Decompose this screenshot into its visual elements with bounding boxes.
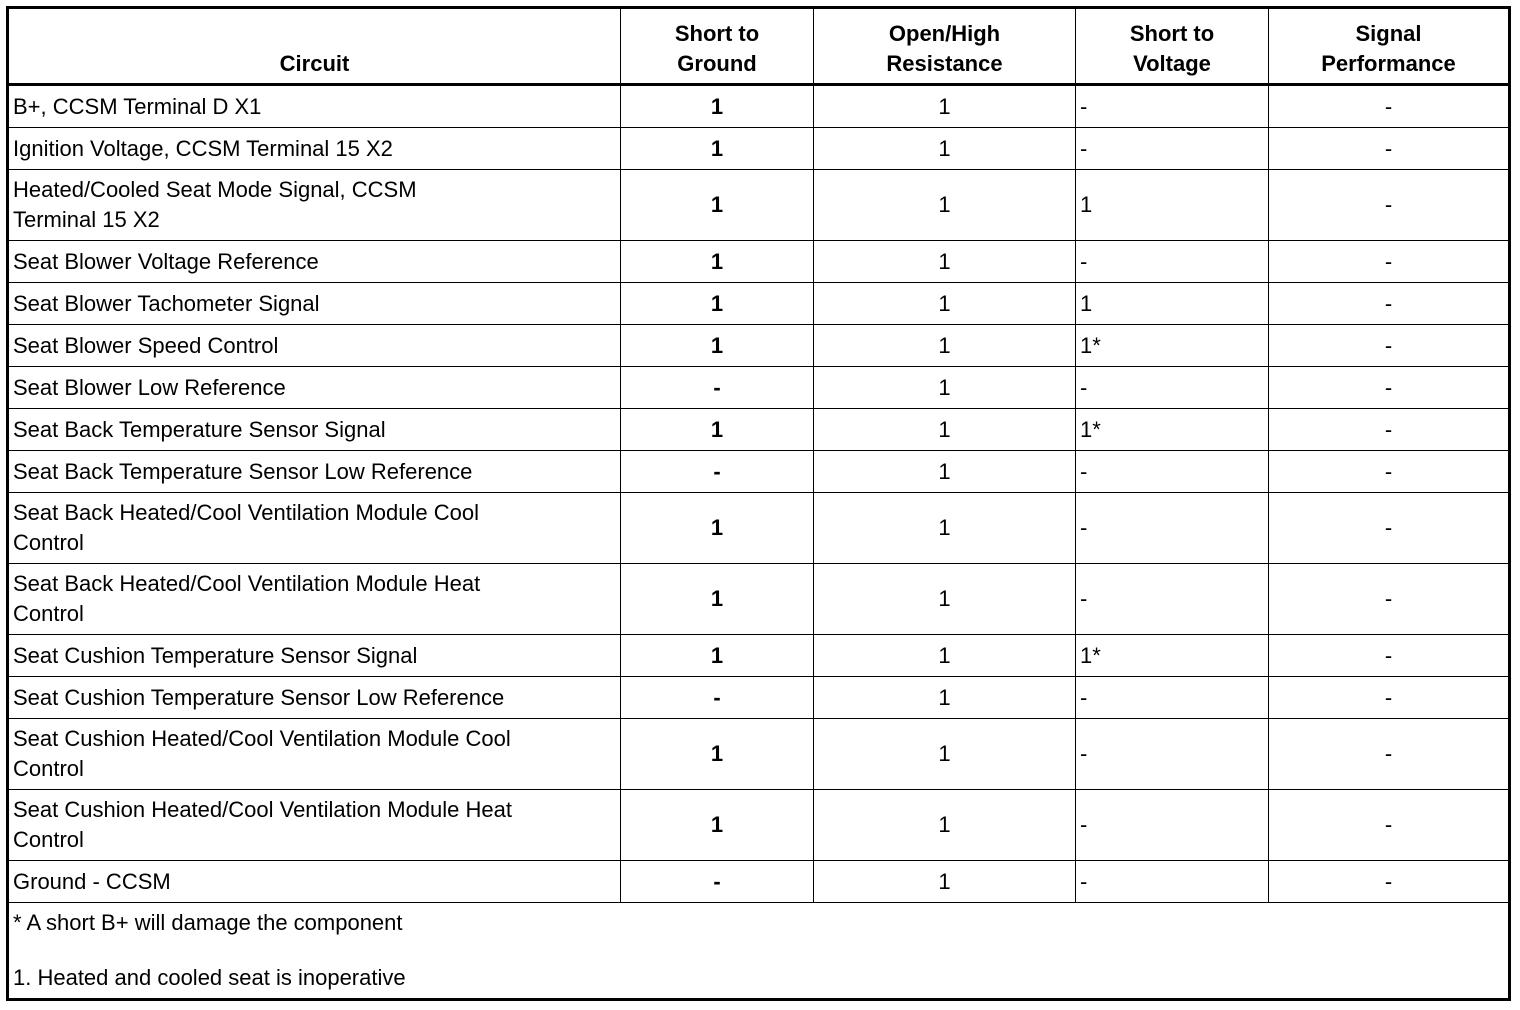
table-row	[8, 564, 1510, 635]
note-one: 1. Heated and cooled seat is inoperative	[13, 965, 406, 990]
header-open-high-resistance: Open/High Resistance	[814, 8, 1076, 85]
cell-signal-performance: -	[1269, 128, 1510, 170]
cell-short-to-voltage: 1*	[1076, 635, 1269, 677]
cell-short-to-ground: 1	[621, 283, 814, 325]
table-row	[8, 451, 1510, 493]
notes-cell	[8, 903, 1510, 1000]
cell-circuit	[8, 493, 621, 564]
cell-open-high-resistance: 1	[814, 790, 1076, 861]
cell-circuit	[8, 451, 621, 493]
cell-circuit	[8, 635, 621, 677]
cell-short-to-voltage: 1	[1076, 170, 1269, 241]
table-row	[8, 790, 1510, 861]
cell-signal-performance: -	[1269, 451, 1510, 493]
cell-circuit	[8, 325, 621, 367]
table-row	[8, 241, 1510, 283]
cell-short-to-ground: 1	[621, 719, 814, 790]
circuit-line: Seat Cushion Temperature Sensor Low Reference	[13, 684, 505, 710]
cell-signal-performance: -	[1269, 409, 1510, 451]
cell-open-high-resistance: 1	[814, 451, 1076, 493]
cell-signal-performance: -	[1269, 790, 1510, 861]
cell-short-to-ground: 1	[621, 325, 814, 367]
cell-signal-performance: -	[1269, 283, 1510, 325]
cell-open-high-resistance: 1	[814, 367, 1076, 409]
cell-short-to-voltage: -	[1076, 128, 1269, 170]
circuit-line: Seat Blower Tachometer Signal	[13, 290, 320, 316]
cell-signal-performance: -	[1269, 170, 1510, 241]
table-row	[8, 493, 1510, 564]
cell-circuit	[8, 170, 621, 241]
table-row	[8, 719, 1510, 790]
cell-short-to-voltage: 1	[1076, 283, 1269, 325]
header-short-to-ground: Short to Ground	[621, 8, 814, 85]
cell-signal-performance: -	[1269, 241, 1510, 283]
cell-circuit	[8, 719, 621, 790]
cell-signal-performance: -	[1269, 564, 1510, 635]
circuit-line: Terminal 15 X2	[13, 207, 160, 232]
circuit-diagnosis-table	[6, 6, 1511, 1001]
circuit-line: Seat Back Heated/Cool Ventilation Module Heat	[13, 571, 481, 596]
circuit-line: Control	[13, 601, 84, 626]
cell-circuit	[8, 677, 621, 719]
header-short-to-voltage: Short to Voltage	[1076, 8, 1269, 85]
cell-signal-performance: -	[1269, 367, 1510, 409]
circuit-line: Seat Cushion Temperature Sensor Signal	[13, 642, 418, 668]
cell-short-to-voltage: -	[1076, 85, 1269, 128]
table-row	[8, 861, 1510, 903]
circuit-line: B+, CCSM Terminal D X1	[13, 93, 262, 119]
cell-open-high-resistance: 1	[814, 861, 1076, 903]
circuit-line: Ground - CCSM	[13, 868, 171, 894]
circuit-line: Seat Cushion Heated/Cool Ventilation Module Heat	[13, 797, 512, 822]
note-asterisk: * A short B+ will damage the component	[13, 910, 403, 935]
cell-open-high-resistance: 1	[814, 677, 1076, 719]
cell-circuit	[8, 85, 621, 128]
cell-open-high-resistance: 1	[814, 635, 1076, 677]
circuit-line: Control	[13, 530, 84, 555]
cell-signal-performance: -	[1269, 719, 1510, 790]
cell-open-high-resistance: 1	[814, 564, 1076, 635]
cell-short-to-voltage: -	[1076, 790, 1269, 861]
cell-short-to-ground: 1	[621, 128, 814, 170]
circuit-line: Heated/Cooled Seat Mode Signal, CCSM	[13, 177, 417, 202]
cell-short-to-ground: 1	[621, 241, 814, 283]
cell-signal-performance: -	[1269, 325, 1510, 367]
cell-short-to-voltage: -	[1076, 451, 1269, 493]
cell-open-high-resistance: 1	[814, 719, 1076, 790]
table-body	[8, 85, 1510, 903]
cell-short-to-voltage: -	[1076, 719, 1269, 790]
cell-short-to-ground: -	[621, 677, 814, 719]
cell-circuit	[8, 564, 621, 635]
header-circuit: Circuit	[8, 8, 621, 85]
table-row	[8, 283, 1510, 325]
cell-short-to-ground: 1	[621, 493, 814, 564]
cell-short-to-voltage: 1*	[1076, 409, 1269, 451]
cell-short-to-voltage: 1*	[1076, 325, 1269, 367]
cell-short-to-ground: -	[621, 861, 814, 903]
circuit-line: Ignition Voltage, CCSM Terminal 15 X2	[13, 135, 393, 161]
table-row	[8, 635, 1510, 677]
table-row	[8, 325, 1510, 367]
cell-short-to-ground: 1	[621, 170, 814, 241]
cell-open-high-resistance: 1	[814, 409, 1076, 451]
cell-signal-performance: -	[1269, 635, 1510, 677]
cell-short-to-voltage: -	[1076, 564, 1269, 635]
cell-short-to-voltage: -	[1076, 861, 1269, 903]
cell-signal-performance: -	[1269, 861, 1510, 903]
cell-circuit	[8, 790, 621, 861]
cell-open-high-resistance: 1	[814, 283, 1076, 325]
circuit-line: Seat Cushion Heated/Cool Ventilation Module Cool	[13, 726, 511, 751]
table-row	[8, 677, 1510, 719]
circuit-line: Seat Blower Voltage Reference	[13, 248, 319, 274]
cell-signal-performance: -	[1269, 677, 1510, 719]
cell-short-to-ground: -	[621, 451, 814, 493]
cell-short-to-ground: -	[621, 367, 814, 409]
circuit-line: Control	[13, 756, 84, 781]
cell-short-to-ground: 1	[621, 564, 814, 635]
table-row	[8, 128, 1510, 170]
cell-open-high-resistance: 1	[814, 170, 1076, 241]
cell-circuit	[8, 409, 621, 451]
cell-short-to-voltage: -	[1076, 677, 1269, 719]
circuit-line: Seat Back Temperature Sensor Signal	[13, 416, 386, 442]
cell-open-high-resistance: 1	[814, 493, 1076, 564]
cell-circuit	[8, 367, 621, 409]
cell-short-to-voltage: -	[1076, 367, 1269, 409]
cell-circuit	[8, 283, 621, 325]
cell-circuit	[8, 241, 621, 283]
table-header-row	[8, 8, 1510, 85]
cell-circuit	[8, 128, 621, 170]
cell-signal-performance: -	[1269, 85, 1510, 128]
cell-circuit	[8, 861, 621, 903]
cell-open-high-resistance: 1	[814, 128, 1076, 170]
circuit-line: Control	[13, 827, 84, 852]
cell-short-to-ground: 1	[621, 790, 814, 861]
circuit-line: Seat Blower Speed Control	[13, 332, 279, 358]
table-row	[8, 367, 1510, 409]
circuit-line: Seat Back Temperature Sensor Low Reference	[13, 458, 473, 484]
cell-short-to-ground: 1	[621, 409, 814, 451]
cell-open-high-resistance: 1	[814, 325, 1076, 367]
table-row	[8, 170, 1510, 241]
cell-short-to-ground: 1	[621, 635, 814, 677]
table-row	[8, 409, 1510, 451]
header-signal-performance: Signal Performance	[1269, 8, 1510, 85]
cell-short-to-ground: 1	[621, 85, 814, 128]
cell-short-to-voltage: -	[1076, 241, 1269, 283]
circuit-line: Seat Back Heated/Cool Ventilation Module Cool	[13, 500, 479, 525]
cell-open-high-resistance: 1	[814, 241, 1076, 283]
notes-row	[8, 903, 1510, 1000]
table-row	[8, 85, 1510, 128]
cell-short-to-voltage: -	[1076, 493, 1269, 564]
cell-signal-performance: -	[1269, 493, 1510, 564]
circuit-line: Seat Blower Low Reference	[13, 374, 286, 400]
cell-open-high-resistance: 1	[814, 85, 1076, 128]
